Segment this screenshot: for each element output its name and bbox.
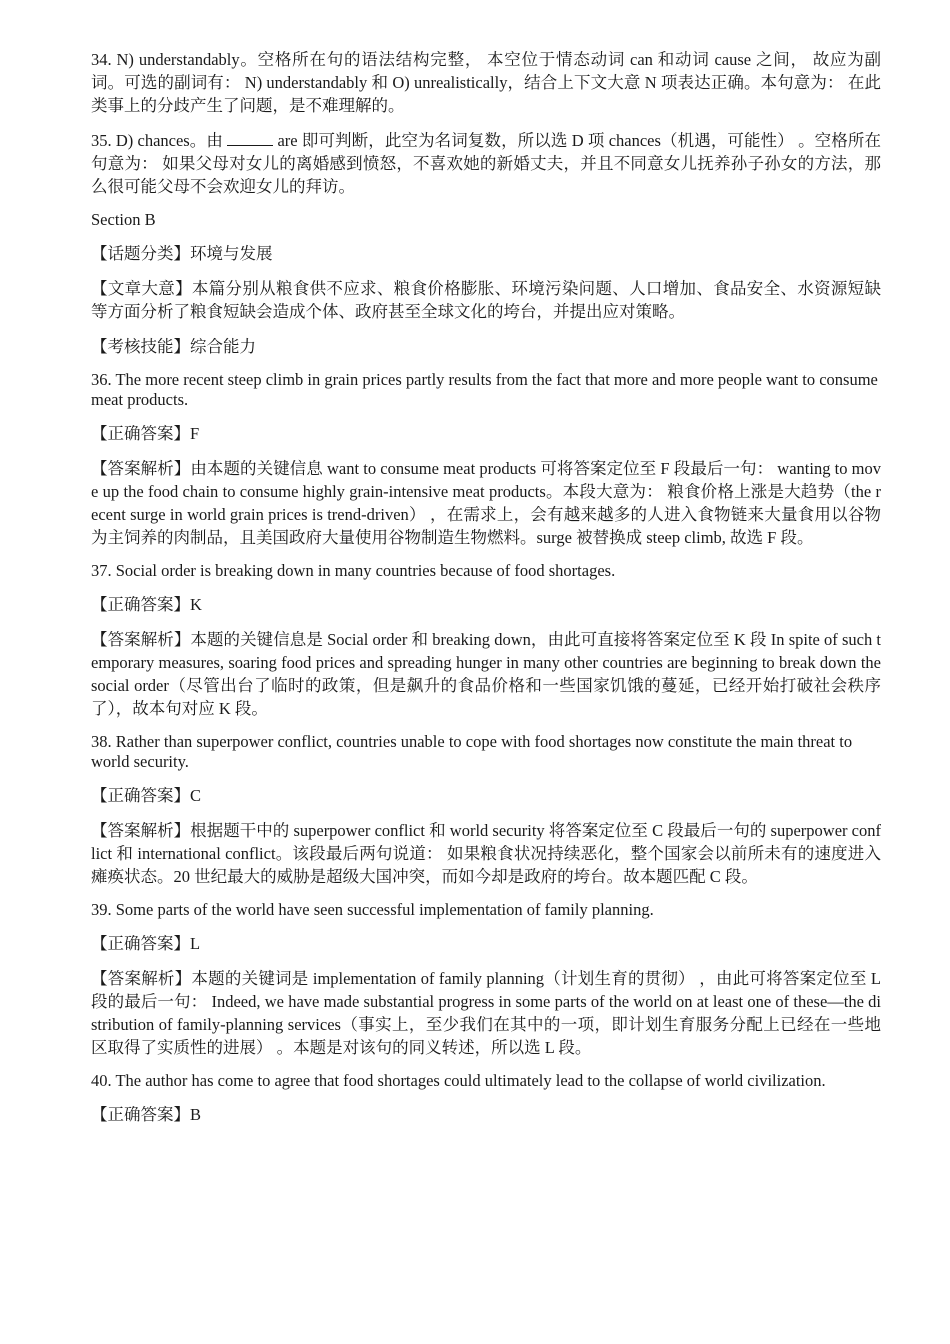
q39-statement: 39. Some parts of the world have seen successful implementation of family planning. [91,900,654,919]
q38-analysis: 【答案解析】根据题干中的 superpower conflict 和 world security 将答案定位至 C 段最后一句的 superpower conflict 和 international conflict。该段最后两句说道： 如果粮食状况持续恶化，整个国家会以前所未有的速度进入瘫痪状态。20 世纪最大的威胁是超级大国冲突，而如今却是政府的垮台。故本题匹配 C 段。 [91,821,881,886]
document-page [91,48,881,1138]
q34-explanation: 34. N) understandably。空格所在句的语法结构完整， 本空位于情态动词 can 和动词 cause 之间， 故应为副词。可选的副词有： N) understandably 和 O) unrealistically，结合上下文大意 N 项表达正确。本句意为： 在此类事上的分歧产生了问题，是不难理解的。 [91,50,881,115]
fill-in-blank [227,131,273,146]
article-summary: 【文章大意】本篇分别从粮食供不应求、粮食价格膨胀、环境污染问题、人口增加、食品安全、水资源短缺等方面分析了粮食短缺会造成个体、政府甚至全球文化的垮台，并提出应对策略。 [91,279,881,321]
section-heading: Section B [91,210,156,229]
q36-answer: 【正确答案】F [91,424,200,443]
q38-answer: 【正确答案】C [91,786,202,805]
q40-statement: 40. The author has come to agree that food shortages could ultimately lead to the collapse of world civilization. [91,1071,826,1090]
q35-explanation [91,129,881,198]
q35-text-before: 35. D) chances。由 [91,131,228,150]
q40-answer: 【正确答案】B [91,1105,202,1124]
assessed-skill: 【考核技能】综合能力 [91,337,256,356]
q38-statement: 38. Rather than superpower conflict, countries unable to cope with food shortages now constitute the main threat to world security. [91,732,853,771]
q36-statement: 36. The more recent steep climb in grain prices partly results from the fact that more and more people want to consume meat products. [91,370,878,409]
q37-analysis: 【答案解析】本题的关键信息是 Social order 和 breaking down，由此可直接将答案定位至 K 段 In spite of such temporary measures, soaring food prices and spreading hunger in many other countries are beginning to break down the social order（尽管出台了临时的政策，但是飙升的食品价格和一些国家饥饿的蔓延，已经开始打破社会秩序了），故本句对应 K 段。 [91,630,881,718]
topic-category: 【话题分类】环境与发展 [91,244,273,263]
q37-answer: 【正确答案】K [91,595,202,614]
q39-analysis: 【答案解析】本题的关键词是 implementation of family planning（计划生育的贯彻） ，由此可将答案定位至 L 段的最后一句： Indeed, we have made substantial progress in some parts of the world on at least one of these—the distribution of family-planning services（事实上，至少我们在其中的一项，即计划生育服务分配上已经在一些地区取得了实质性的进展） 。本题是对该句的同义转述，所以选 L 段。 [91,969,881,1057]
q35-text-after: are 即可判断，此空为名词复数，所以选 D 项 chances（机遇，可能性） 。空格所在句意为： 如果父母对女儿的离婚感到愤怒，不喜欢她的新婚丈夫，并且不同意女儿抚养孙子孙女的方法，那么很可能父母不会欢迎女儿的拜访。 [91,131,881,196]
q36-analysis: 【答案解析】由本题的关键信息 want to consume meat products 可将答案定位至 F 段最后一句： wanting to move up the food chain to consume highly grain-intensive meat products。本段大意为： 粮食价格上涨是大趋势（the recent surge in world grain prices is trend-driven） ，在需求上，会有越来越多的人进入食物链来大量食用以谷物为主饲养的肉制品，且美国政府大量使用谷物制造生物燃料。surge 被替换成 steep climb, 故选 F 段。 [91,459,881,547]
q39-answer: 【正确答案】L [91,934,201,953]
q37-statement: 37. Social order is breaking down in many countries because of food shortages. [91,561,616,580]
